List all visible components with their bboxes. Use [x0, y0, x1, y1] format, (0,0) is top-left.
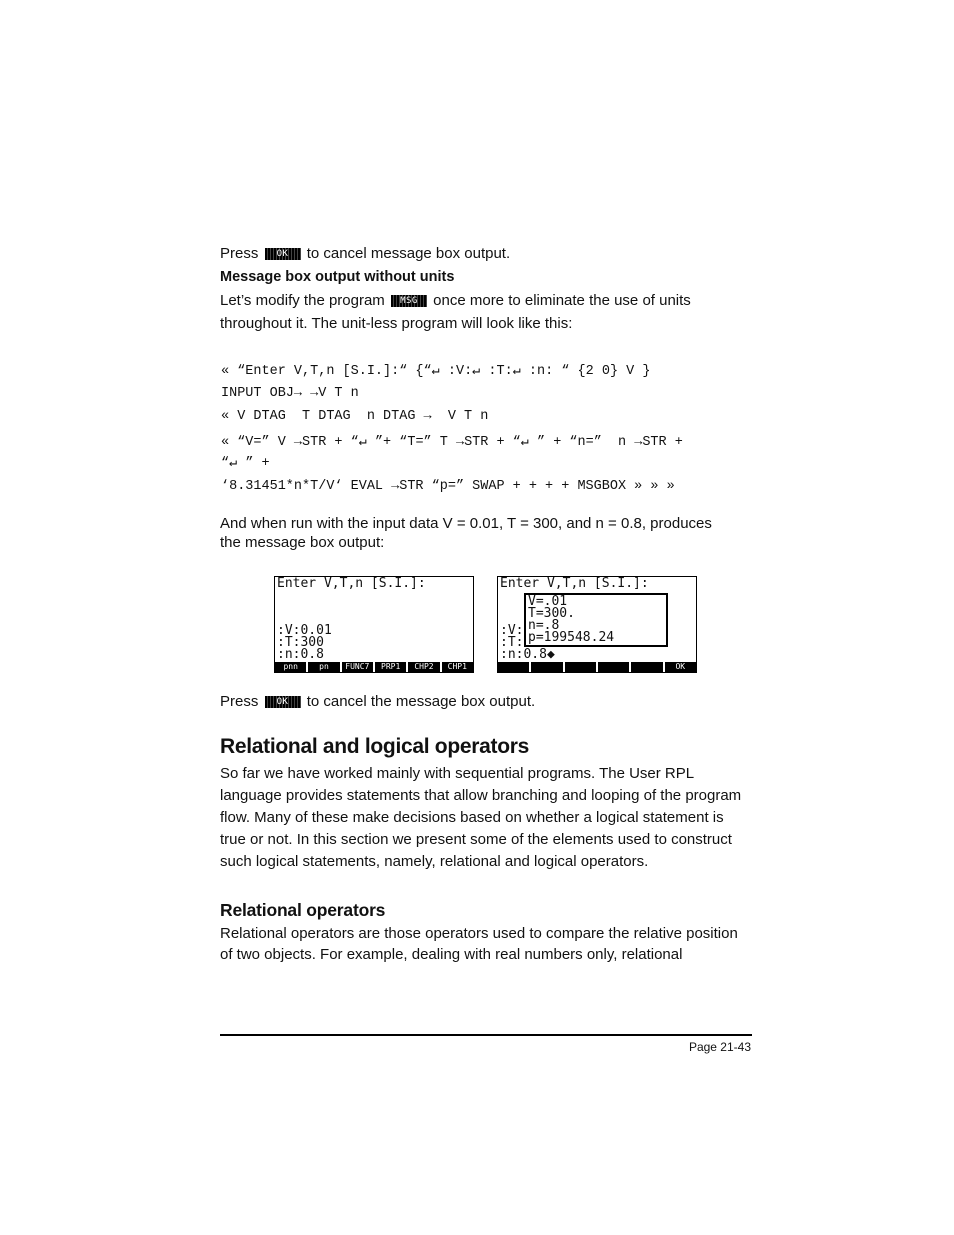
- soft-key: [631, 662, 662, 672]
- code-block: [221, 362, 683, 494]
- subsection-body: [220, 923, 738, 965]
- calculator-screen-input: [274, 576, 474, 673]
- body-line: of two objects. For example, dealing with real numbers only, relational: [220, 946, 683, 963]
- run-paragraph: [220, 514, 712, 552]
- soft-key: FUNC7: [342, 662, 373, 672]
- soft-key: [531, 662, 562, 672]
- modify-text-a: Let’s modify the program: [220, 292, 385, 309]
- program-key-icon: MSG: [391, 295, 427, 307]
- page-number: Page 21-43: [688, 1040, 751, 1054]
- body-line: flow. Many of these make decisions based on whether a logical statement is: [220, 809, 724, 826]
- subheading-no-units: Message box output without units: [220, 269, 455, 285]
- screen-field-t: :T:300: [277, 635, 324, 650]
- press-ok-paragraph: [220, 244, 510, 264]
- body-line: Relational operators are those operators used to compare the relative position: [220, 925, 738, 942]
- screen-title: Enter V,T,n [S.I.]:: [277, 576, 426, 591]
- soft-key: PRP1: [375, 662, 406, 672]
- body-line: true or not. In this section we present some of the elements used to construct: [220, 831, 732, 848]
- body-line: language provides statements that allow branching and looping of the program: [220, 787, 742, 804]
- code-line: “↵ ” +: [221, 456, 270, 471]
- press-text: Press: [220, 245, 259, 262]
- msg-line: T=300.: [528, 606, 575, 621]
- code-line: « “V=” V →STR + “↵ ”+ “T=” T →STR + “↵ ” + “n=” n →STR +: [221, 435, 683, 450]
- screen-field-t: :T:: [500, 635, 524, 650]
- screen-field-v: :V:0.01: [277, 623, 332, 638]
- code-line: INPUT OBJ→ →V T n: [221, 386, 359, 401]
- ok-key-icon: OK: [265, 696, 301, 708]
- screen-field-n: :n:0.8: [277, 647, 324, 662]
- soft-key: CHP1: [442, 662, 473, 672]
- code-line: ‘8.31451*n*T/V‘ EVAL →STR “p=” SWAP + + + + MSGBOX » » »: [221, 479, 675, 494]
- msg-line: V=.01: [528, 594, 568, 609]
- run-line-1: And when run with the input data V = 0.01, T = 300, and n = 0.8, produces: [220, 515, 712, 532]
- press-rest-text: to cancel the message box output.: [306, 693, 536, 710]
- soft-key: pn: [308, 662, 339, 672]
- modify-paragraph: [220, 291, 691, 334]
- soft-key: CHP2: [408, 662, 439, 672]
- soft-key: pnn: [275, 662, 306, 672]
- modify-text-b: once more to eliminate the use of units: [433, 292, 691, 309]
- soft-key: [565, 662, 596, 672]
- calculator-screen-msgbox: [497, 576, 697, 673]
- footer-rule: [220, 1034, 752, 1036]
- section-body: [220, 763, 741, 873]
- press-ok-paragraph-2: [220, 692, 535, 712]
- soft-key: [598, 662, 629, 672]
- ok-key-icon: OK: [265, 248, 301, 260]
- code-line: « V DTAG T DTAG n DTAG → V T n: [221, 409, 489, 424]
- press-rest-text: to cancel message box output.: [306, 245, 511, 262]
- body-line: such logical statements, namely, relational and logical operators.: [220, 853, 649, 870]
- modify-line-2: throughout it. The unit-less program will look like this:: [220, 315, 573, 332]
- soft-menu-bar: [275, 662, 473, 672]
- screen-title: Enter V,T,n [S.I.]:: [500, 576, 649, 591]
- subsection-title: Relational operators: [220, 900, 386, 920]
- code-line: « “Enter V,T,n [S.I.]:“ {“↵ :V:↵ :T:↵ :n: “ {2 0} V }: [221, 364, 651, 379]
- msg-line: n=.8: [528, 618, 560, 633]
- run-line-2: the message box output:: [220, 534, 385, 551]
- message-box: [524, 593, 668, 647]
- ok-soft-key: OK: [665, 662, 696, 672]
- msg-line: p=199548.24: [528, 630, 615, 645]
- screen-field-n: :n:0.8◆: [500, 647, 555, 662]
- modify-line-1: [220, 291, 691, 311]
- body-line: So far we have worked mainly with sequential programs. The User RPL: [220, 765, 695, 782]
- press-text: Press: [220, 693, 259, 710]
- soft-key: [498, 662, 529, 672]
- section-title: Relational and logical operators: [220, 735, 529, 758]
- screen-field-v: :V:: [500, 623, 524, 638]
- soft-menu-bar: [498, 662, 696, 672]
